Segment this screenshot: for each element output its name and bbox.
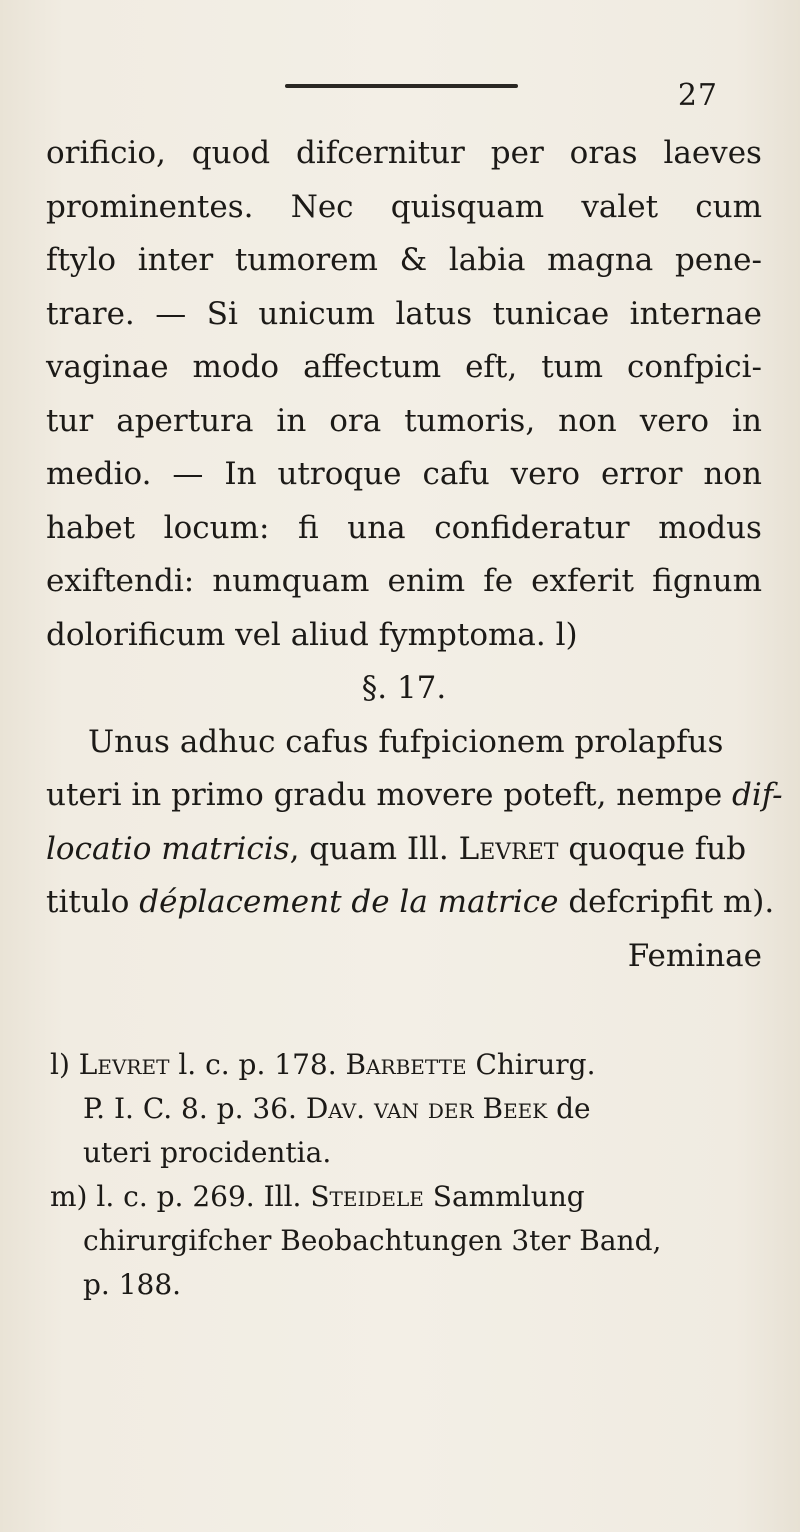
word: tumorem xyxy=(234,242,378,278)
text-line xyxy=(46,769,783,823)
word: error xyxy=(600,456,683,492)
footnote-line: uteri procidentia. xyxy=(83,1136,332,1169)
footnote-l xyxy=(50,1043,770,1087)
footnote-line: p. 188. xyxy=(83,1268,182,1301)
word: latus xyxy=(395,295,473,332)
word: fe xyxy=(483,563,514,599)
catchword: Feminae xyxy=(627,937,762,974)
text-span: quoque fub xyxy=(558,830,747,867)
word: tur xyxy=(46,402,94,439)
italic-term: locatio matricis xyxy=(46,830,290,867)
author-name: Dav. van der Beek xyxy=(305,1092,548,1125)
page-number: 27 xyxy=(677,78,718,113)
word: valet xyxy=(581,188,659,225)
word: vaginae xyxy=(46,349,169,385)
word: enim xyxy=(387,563,466,599)
word: eft, xyxy=(465,349,518,385)
word: vero xyxy=(639,402,710,439)
word: locum: xyxy=(163,509,270,546)
text-line xyxy=(46,341,762,395)
text-line xyxy=(46,555,762,609)
text-line xyxy=(46,823,762,877)
text-span: Chirurg. xyxy=(466,1048,596,1081)
footnote-line xyxy=(50,1087,770,1131)
word: Si xyxy=(206,295,238,332)
text-span: uteri in primo gradu movere poteft, nempe xyxy=(46,777,733,813)
word: ora xyxy=(329,402,382,439)
word: laeves xyxy=(663,135,762,171)
word: non xyxy=(703,456,762,492)
text-line xyxy=(46,502,762,556)
text-span: defcripfit m). xyxy=(558,884,775,920)
word: medio. xyxy=(46,456,152,492)
word: in xyxy=(276,402,307,439)
word: in xyxy=(732,402,762,439)
word: numquam xyxy=(212,563,370,599)
text-line xyxy=(46,234,762,288)
word: — xyxy=(172,456,204,492)
author-name: Barbette xyxy=(345,1048,467,1081)
text-span: de xyxy=(547,1092,591,1125)
word: inter xyxy=(137,242,214,278)
word: tumoris, xyxy=(404,402,536,439)
text-span: Sammlung xyxy=(423,1180,585,1213)
word: — xyxy=(155,295,187,332)
header-rule xyxy=(285,84,518,88)
word: una xyxy=(347,509,406,546)
word: per xyxy=(490,135,544,171)
word: tum xyxy=(541,349,604,385)
text-span: , quam Ill. xyxy=(289,830,459,867)
word: confideratur xyxy=(434,509,630,546)
author-name: Levret xyxy=(78,1048,170,1081)
word: internae xyxy=(629,295,762,332)
word: cum xyxy=(695,188,762,225)
word: quod xyxy=(191,135,271,171)
word: modus xyxy=(658,509,762,546)
footnotes xyxy=(50,1043,770,1307)
word: trare. xyxy=(46,295,135,332)
author-name: Steidele xyxy=(310,1180,424,1213)
word: magna xyxy=(547,242,654,278)
word: habet xyxy=(46,509,136,546)
word: labia xyxy=(448,242,526,278)
word: exiftendi: xyxy=(46,563,195,599)
text-span: l) xyxy=(50,1048,79,1081)
word: fignum xyxy=(652,563,762,599)
footnote-m xyxy=(50,1175,770,1219)
word: utroque xyxy=(277,456,402,492)
word: oras xyxy=(569,135,638,171)
text-line xyxy=(46,448,762,502)
word: unicum xyxy=(258,295,375,332)
word: vero xyxy=(510,456,581,492)
word: In xyxy=(224,456,257,492)
word: modo xyxy=(192,349,280,385)
word: confpici- xyxy=(626,349,762,385)
text-span: l. c. p. 178. xyxy=(169,1048,346,1081)
word: & xyxy=(399,242,428,278)
footnote-line: chirurgifcher Beobachtungen 3ter Band, xyxy=(83,1224,662,1257)
text-line xyxy=(46,288,762,342)
word: fi xyxy=(297,509,319,546)
author-name: Levret xyxy=(458,830,559,867)
word: Nec xyxy=(290,188,354,225)
text-span: titulo xyxy=(46,884,140,920)
word: exferit xyxy=(531,563,635,599)
text-line xyxy=(46,181,762,235)
italic-term: déplacement de la matrice xyxy=(139,884,559,920)
italic-term: dif- xyxy=(732,777,783,813)
text-span: m) l. c. p. 269. Ill. xyxy=(50,1180,311,1213)
word: cafu xyxy=(422,456,490,492)
text-line: dolorificum vel aliud fymptoma. l) xyxy=(46,616,578,653)
word: prominentes. xyxy=(46,188,254,225)
word: difcernitur xyxy=(295,135,465,171)
word: non xyxy=(558,402,617,439)
word: affectum xyxy=(303,349,442,385)
word: pene- xyxy=(674,242,762,278)
word: apertura xyxy=(116,402,254,439)
main-text xyxy=(46,127,783,983)
text-line xyxy=(46,876,775,930)
word: orificio, xyxy=(46,135,166,171)
text-line xyxy=(46,395,762,449)
text-line: Unus adhuc cafus fufpicionem prolapfus xyxy=(88,723,724,760)
word: tunicae xyxy=(492,295,610,332)
text-line xyxy=(46,127,762,181)
word: quisquam xyxy=(390,188,545,225)
section-heading: §. 17. xyxy=(361,670,447,706)
word: ftylo xyxy=(46,242,117,278)
text-span: P. I. C. 8. p. 36. xyxy=(83,1092,306,1125)
